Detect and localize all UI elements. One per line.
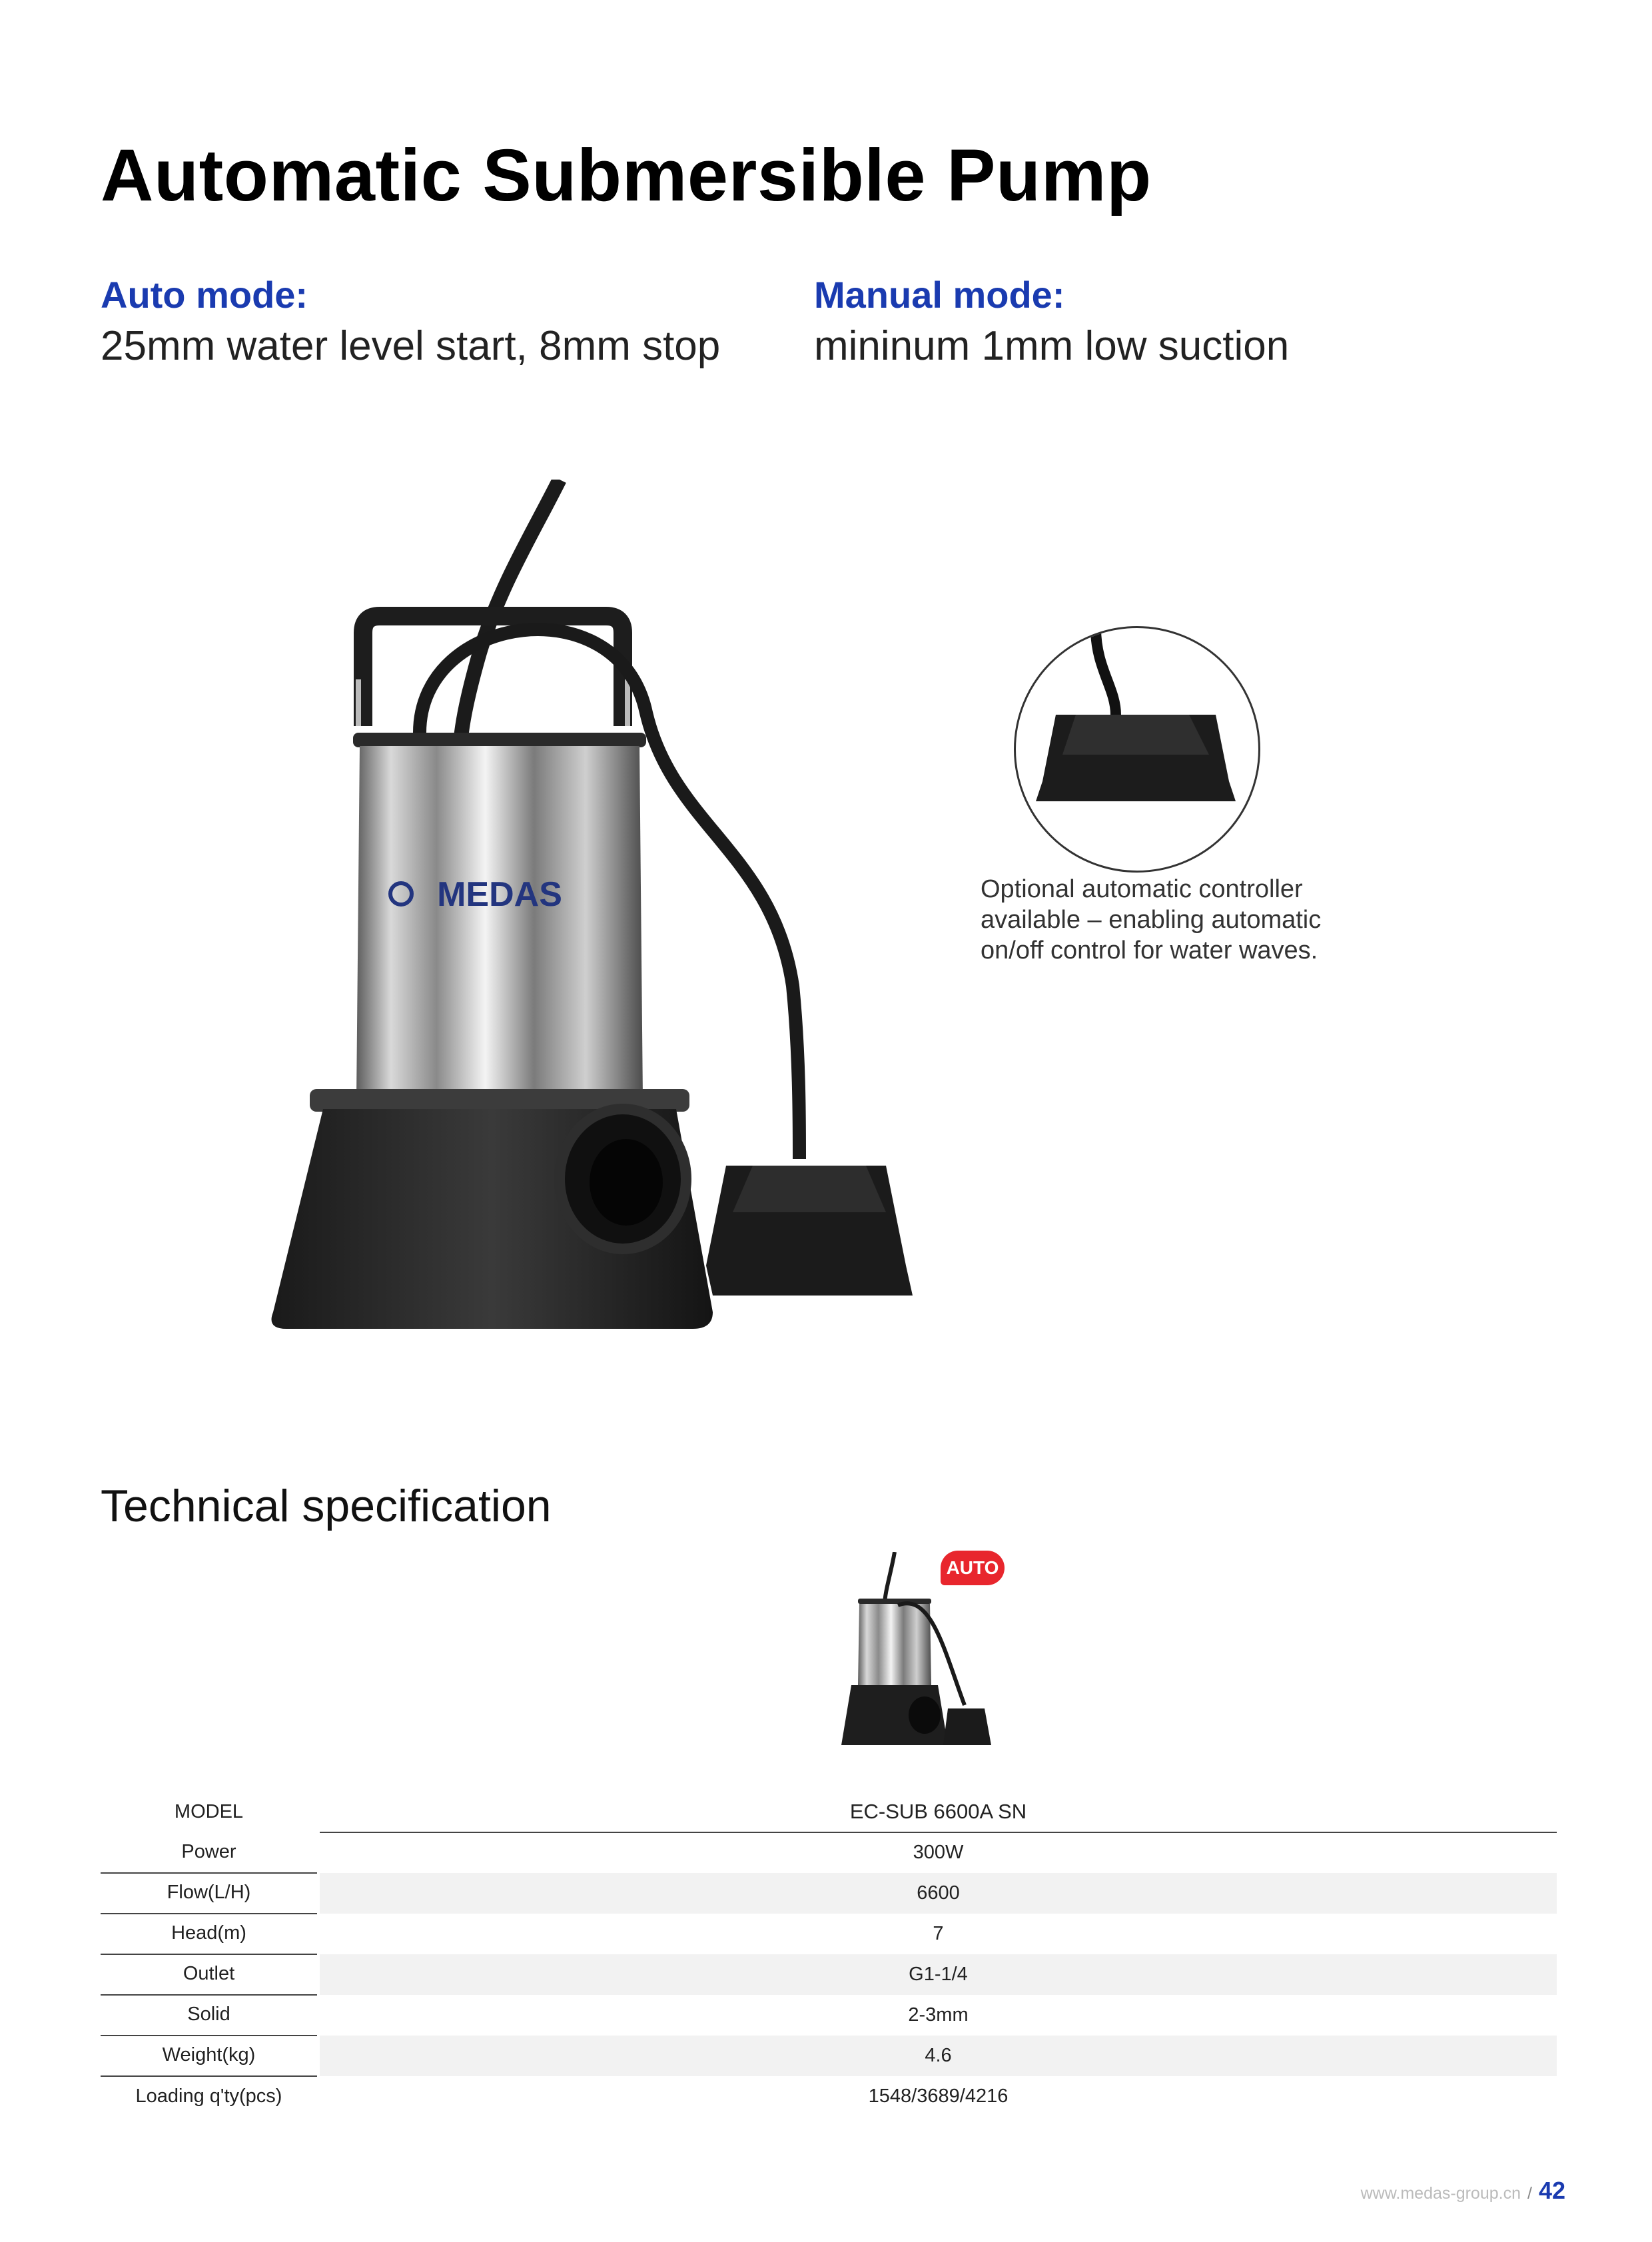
- spec-label: Weight(kg): [101, 2035, 317, 2077]
- model-label: MODEL: [174, 1801, 244, 1822]
- table-row: [101, 1914, 1557, 1954]
- table-row: [101, 1832, 1557, 1873]
- spec-value: 6600: [320, 1873, 1557, 1914]
- table-row: [101, 1995, 1557, 2036]
- model-value: EC-SUB 6600A SN: [320, 1791, 1557, 1833]
- auto-mode-heading: Auto mode:: [101, 274, 308, 316]
- caption-line: on/off control for water waves.: [981, 936, 1318, 964]
- spec-label: Head(m): [101, 1913, 317, 1955]
- controller-closeup-image: [1014, 626, 1260, 873]
- spec-value: 2-3mm: [908, 2004, 969, 2026]
- auto-mode-text: 25mm water level start, 8mm stop: [101, 323, 721, 369]
- footer-separator: /: [1527, 2184, 1532, 2203]
- caption-line: Optional automatic controller: [981, 875, 1303, 903]
- spec-value: 7: [933, 1923, 944, 1944]
- spec-value: G1-1/4: [320, 1954, 1557, 1995]
- pump-hero-image: [246, 480, 999, 1339]
- manual-mode-text: mininum 1mm low suction: [814, 323, 1290, 369]
- table-row: [101, 1873, 1557, 1914]
- spec-value: 1548/3689/4216: [868, 2085, 1009, 2107]
- spec-value: 300W: [913, 1842, 964, 1863]
- spec-label: Flow(L/H): [101, 1872, 317, 1914]
- manual-mode-heading: Manual mode:: [814, 274, 1065, 316]
- spec-label: Outlet: [101, 1954, 317, 1996]
- spec-value: 4.6: [320, 2036, 1557, 2076]
- caption-line: available – enabling automatic: [981, 906, 1322, 934]
- spec-table: [101, 1792, 1557, 2117]
- page-footer: [1361, 2177, 1565, 2205]
- spec-header-row: [101, 1792, 1557, 1832]
- footer-url: www.medas-group.cn: [1360, 2184, 1521, 2203]
- table-row: [101, 1954, 1557, 1995]
- page-number: 42: [1538, 2177, 1565, 2204]
- table-row: [101, 2036, 1557, 2076]
- auto-badge: AUTO: [941, 1551, 1005, 1585]
- section-title: Technical specification: [101, 1481, 552, 1531]
- table-row: [101, 2076, 1557, 2117]
- page-title: Automatic Submersible Pump: [101, 135, 1152, 216]
- spec-label: Power: [101, 1832, 317, 1874]
- spec-label: Loading q'ty(pcs): [135, 2085, 282, 2107]
- hero-brand-logo: MEDAS: [437, 875, 562, 914]
- spec-label: Solid: [101, 1994, 317, 2036]
- controller-caption: [981, 874, 1354, 966]
